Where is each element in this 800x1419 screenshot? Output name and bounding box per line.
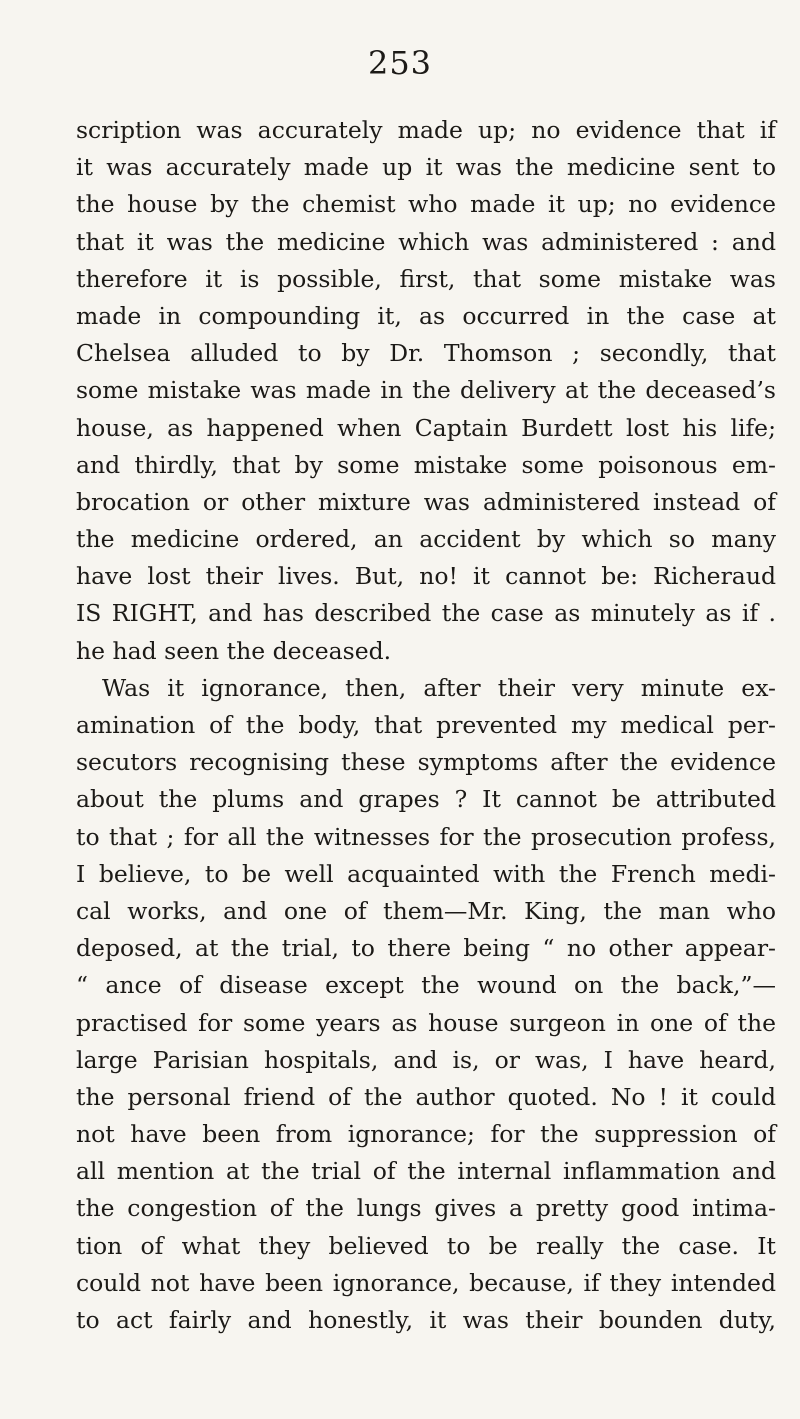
text-line: I believe, to be well acquainted with the French medi- [76, 859, 776, 888]
text-line: the personal friend of the author quoted. No ! it could [76, 1082, 776, 1111]
text-line: it was accurately made up it was the medicine sent to [76, 153, 776, 182]
page-number: 253 [367, 44, 433, 82]
text-line: deposed, at the trial, to there being “ no other appear- [76, 934, 776, 963]
text-line: brocation or other mixture was administered instead of [76, 487, 776, 516]
text-line: “ ance of disease except the wound on the back,”— [76, 971, 776, 1000]
text-line: IS RIGHT, and has described the case as minutely as if . [76, 599, 776, 628]
text-line: house, as happened when Captain Burdett lost his life; [76, 413, 776, 442]
text-line: and thirdly, that by some mistake some poisonous em- [76, 450, 776, 479]
text-line: tion of what they believed to be really the case. It [76, 1231, 776, 1260]
paragraph-end-line: he had seen the deceased. [76, 636, 392, 665]
text-line: amination of the body, that prevented my medical per- [76, 711, 776, 739]
text-line: have lost their lives. But, no! it cannot be: Richeraud [76, 562, 776, 591]
text-line: large Parisian hospitals, and is, or was, I have heard, [76, 1045, 776, 1074]
text-line: scription was accurately made up; no evidence that if [76, 116, 776, 144]
text-line: practised for some years as house surgeon in one of the [76, 1008, 776, 1037]
text-line: some mistake was made in the delivery at the deceased’s [76, 376, 776, 405]
text-line: Chelsea alluded to by Dr. Thomson ; secondly, that [76, 339, 776, 368]
text-line: secutors recognising these symptoms after the evidence [76, 748, 776, 777]
text-line: could not have been ignorance, because, if they intended [76, 1268, 776, 1297]
text-line: to that ; for all the witnesses for the prosecution profess, [76, 822, 776, 851]
text-line: therefore it is possible, first, that some mistake was [76, 264, 776, 293]
text-line: all mention at the trial of the internal inflammation and [76, 1157, 776, 1186]
body-text [76, 112, 776, 1339]
text-line: cal works, and one of them—Mr. King, the man who [76, 896, 776, 925]
text-line: to act fairly and honestly, it was their bounden duty, [76, 1306, 776, 1334]
text-line: the house by the chemist who made it up; no evidence [76, 190, 776, 219]
text-line: about the plums and grapes ? It cannot be attributed [76, 785, 776, 814]
text-line: not have been from ignorance; for the suppression of [76, 1120, 776, 1149]
text-line: that it was the medicine which was administered : and [76, 227, 776, 256]
paragraph-start-line: Was it ignorance, then, after their very minute ex- [102, 673, 776, 702]
text-line: the congestion of the lungs gives a pretty good intima- [76, 1194, 776, 1223]
text-line: made in compounding it, as occurred in the case at [76, 301, 776, 330]
text-line: the medicine ordered, an accident by which so many [76, 525, 776, 554]
